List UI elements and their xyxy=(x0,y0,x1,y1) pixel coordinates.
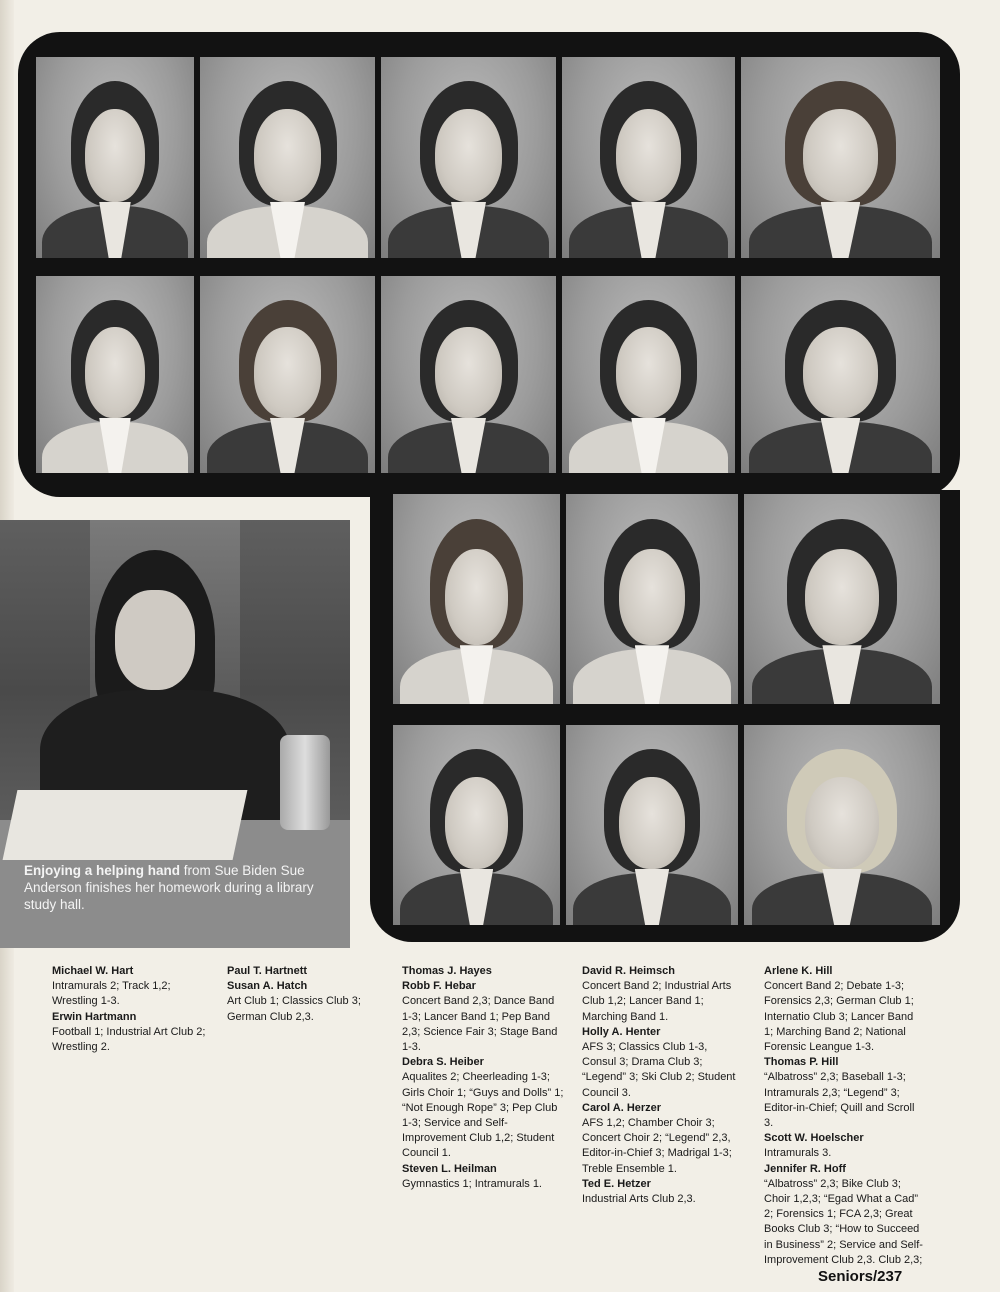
senior-column-3 xyxy=(402,964,567,1192)
portrait-scott-hoelscher xyxy=(566,725,738,925)
senior-name: Michael W. Hart xyxy=(52,965,134,977)
student-face xyxy=(115,590,195,690)
senior-activities: Football 1; Industrial Art Club 2; Wrestling 2. xyxy=(52,1025,206,1054)
portrait-thomas-hayes xyxy=(741,57,940,258)
senior-name: Jennifer R. Hoff xyxy=(764,1162,846,1175)
senior-name: Scott W. Hoelscher xyxy=(764,1132,864,1145)
caption-lead: Enjoying a helping hand xyxy=(24,863,181,878)
portrait-holly-henter xyxy=(741,276,940,473)
senior-column-5 xyxy=(764,964,924,1268)
portrait-michael-hart xyxy=(36,57,194,258)
portrait-robb-hebar xyxy=(36,276,194,473)
senior-name: Holly A. Henter xyxy=(582,1025,661,1038)
senior-column-4 xyxy=(582,964,744,1207)
senior-activities: “Albatross” 2,3; Baseball 1-3; Intramurals 2,3; “Legend” 3; Editor-in-Chief; Quill and Scroll 3. xyxy=(764,1071,915,1130)
senior-name: Paul T. Hartnett xyxy=(227,965,308,977)
senior-name: Steven L. Heilman xyxy=(402,1162,497,1175)
senior-activities: Intramurals 3. xyxy=(764,1147,832,1160)
senior-name: Susan A. Hatch xyxy=(227,980,308,993)
portrait-david-heimsch xyxy=(562,276,735,473)
senior-activities: Concert Band 2; Industrial Arts Club 1,2; Lancer Band 1; Marching Band 1. xyxy=(582,980,732,1023)
portrait-susan-hatch xyxy=(562,57,735,258)
senior-activities: Industrial Arts Club 2,3. xyxy=(582,1193,696,1206)
senior-activities: “Albatross” 2,3; Bike Club 3; Choir 1,2,3; “Egad What a Cad” 2; Forensics 1; FCA 2,3; Great Books Club 3; “How to Succeed in Business” 2; Service and Self-Improvement Club 2,3. Club 2,3; xyxy=(764,1177,923,1266)
portrait-steven-heilman xyxy=(381,276,556,473)
senior-name: Debra S. Heiber xyxy=(402,1056,484,1069)
senior-column-2 xyxy=(227,964,377,1025)
caption-text: from Sue Biden Sue Anderson finishes her homework during a library study hall. xyxy=(24,863,314,912)
senior-activities: AFS 1,2; Chamber Choir 3; Concert Choir 2; “Legend” 2,3, Editor-in-Chief 3; Madrigal 1-3; Treble Ensemble 1. xyxy=(582,1117,732,1175)
portrait-carol-herzer xyxy=(393,494,560,704)
senior-name: Ted E. Hetzer xyxy=(582,1177,651,1190)
senior-activities: Gymnastics 1; Intramurals 1. xyxy=(402,1177,542,1190)
senior-activities: AFS 3; Classics Club 1-3, Consul 3; Drama Club 3; “Legend” 3; Ski Club 2; Student Council 3. xyxy=(582,1041,736,1099)
senior-name: Erwin Hartmann xyxy=(52,1010,137,1023)
senior-activities: Intramurals 2; Track 1,2; Wrestling 1-3. xyxy=(52,980,171,1008)
portrait-paul-hartnett xyxy=(381,57,556,258)
panel-notch xyxy=(360,470,390,500)
senior-name: Thomas P. Hill xyxy=(764,1056,839,1069)
page-folio: Seniors/237 xyxy=(818,1268,903,1285)
portrait-debra-heiber xyxy=(200,276,375,473)
senior-name: Carol A. Herzer xyxy=(582,1101,662,1114)
senior-name: Arlene K. Hill xyxy=(764,965,833,977)
senior-activities: Aqualites 2; Cheerleading 1-3; Girls Choir 1; “Guys and Dolls” 1; “Not Enough Rope” 3; Pep Club 1-3; Service and Self-Improvement Club 1,2; Student Council 1. xyxy=(402,1071,564,1160)
senior-column-1 xyxy=(52,964,212,1055)
photo-caption xyxy=(24,862,340,913)
senior-activities: Art Club 1; Classics Club 3; German Club 2,3. xyxy=(227,995,361,1023)
senior-name: Thomas J. Hayes xyxy=(402,965,492,977)
portrait-arlene-hill xyxy=(744,494,940,704)
portrait-ted-hetzer xyxy=(566,494,738,704)
senior-name: Robb F. Hebar xyxy=(402,980,476,993)
senior-name: David R. Heimsch xyxy=(582,965,675,977)
portrait-erwin-hartmann xyxy=(200,57,375,258)
open-book xyxy=(3,790,248,860)
portrait-jennifer-hoff xyxy=(744,725,940,925)
thermos xyxy=(280,735,330,830)
portrait-thomas-hill xyxy=(393,725,560,925)
senior-activities: Concert Band 2; Debate 1-3; Forensics 2,3; German Club 1; Internatio Club 3; Lancer Band 1; Marching Band 2; National Forensic Leangue 1-3. xyxy=(764,980,914,1054)
senior-activities: Concert Band 2,3; Dance Band 1-3; Lancer Band 1; Pep Band 2,3; Science Fair 3; Stage Band 1-3. xyxy=(402,995,558,1054)
